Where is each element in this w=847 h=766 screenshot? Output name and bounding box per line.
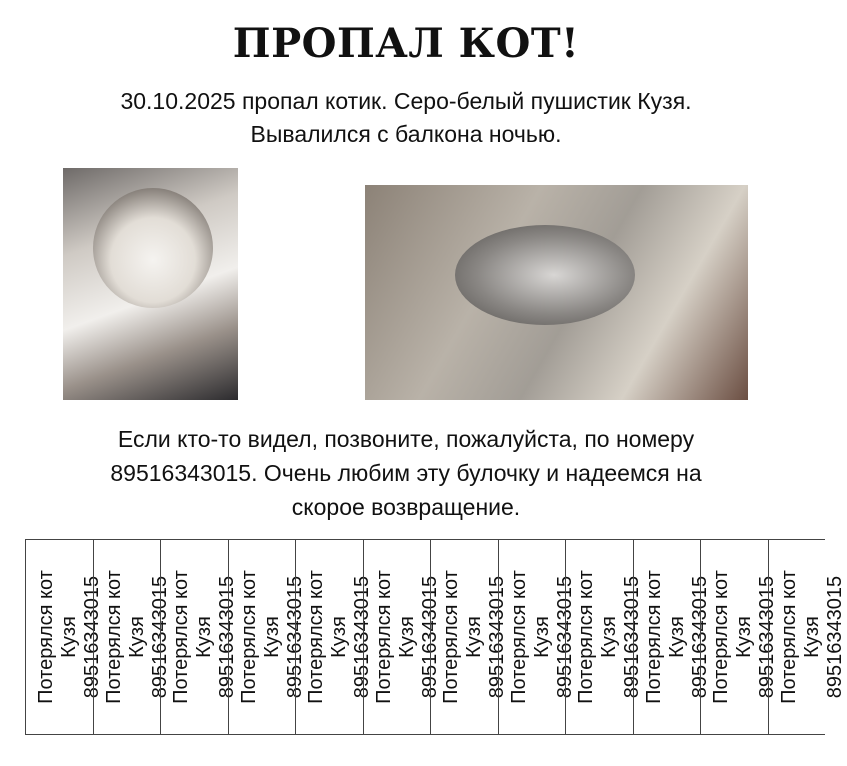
strip-text <box>26 540 103 734</box>
tear-off-strip <box>363 540 441 734</box>
strip-line: Кузя <box>800 616 823 658</box>
strip-line: Потерялся кот <box>440 570 462 704</box>
strip-text <box>296 540 373 734</box>
tear-off-strip <box>700 540 778 734</box>
strip-line: 89516343015 <box>216 575 238 699</box>
strip-line: Потерялся кот <box>642 570 665 704</box>
strip-line: Потерялся кот <box>170 570 192 704</box>
tear-off-strip <box>228 540 306 734</box>
strip-line: 89516343015 <box>81 575 103 699</box>
strip-line: 89516343015 <box>823 575 846 699</box>
strip-line: Потерялся кот <box>305 570 327 704</box>
strip-line: Потерялся кот <box>507 570 530 704</box>
cat-figure <box>455 225 635 325</box>
strip-line: Потерялся кот <box>237 570 260 704</box>
strip-line: Кузя <box>328 616 350 658</box>
contact-line: 89516343015. Очень любим эту булочку и надеемся на <box>110 460 702 486</box>
strip-text <box>94 540 171 734</box>
strip-line: Потерялся кот <box>35 570 57 704</box>
strip-text <box>566 540 643 734</box>
strip-text <box>634 540 711 734</box>
tear-off-strip <box>430 540 508 734</box>
contact-text <box>0 422 812 524</box>
tear-off-strip <box>768 540 846 734</box>
strip-line: 89516343015 <box>351 575 373 699</box>
strip-line: Потерялся кот <box>777 570 800 704</box>
strip-line: Кузя <box>463 616 485 658</box>
strip-line: Кузя <box>395 616 418 658</box>
strip-text <box>499 540 576 734</box>
strip-line: Кузя <box>260 616 283 658</box>
intro-text <box>0 85 812 151</box>
intro-line: 30.10.2025 пропал котик. Серо-белый пушистик Кузя. <box>120 88 692 114</box>
strip-line: Кузя <box>598 616 620 658</box>
strip-line: Потерялся кот <box>102 570 125 704</box>
strip-line: 89516343015 <box>553 575 576 699</box>
strip-line: Потерялся кот <box>575 570 597 704</box>
tear-off-strip <box>565 540 643 734</box>
tear-off-strip <box>93 540 171 734</box>
cat-photo-portrait <box>63 168 238 400</box>
strip-line: Потерялся кот <box>372 570 395 704</box>
tear-off-strip <box>498 540 576 734</box>
tear-off-strip <box>25 540 103 734</box>
strip-line: Потерялся кот <box>710 570 732 704</box>
strip-line: 89516343015 <box>486 575 508 699</box>
tear-off-strips <box>25 539 846 735</box>
strip-line: Кузя <box>58 616 80 658</box>
contact-line: скорое возвращение. <box>291 494 521 520</box>
strip-text <box>229 540 306 734</box>
strip-text <box>431 540 508 734</box>
strip-line: 89516343015 <box>283 575 306 699</box>
intro-line: Вывалился с балкона ночью. <box>250 121 562 147</box>
tear-off-strip <box>160 540 238 734</box>
strip-line: Кузя <box>193 616 215 658</box>
tear-off-strip <box>633 540 711 734</box>
strip-line: 89516343015 <box>418 575 441 699</box>
strip-text <box>364 540 441 734</box>
contact-line: Если кто-то видел, позвоните, пожалуйста, по номеру <box>117 426 695 452</box>
strip-line: 89516343015 <box>148 575 171 699</box>
strip-line: Кузя <box>665 616 688 658</box>
strip-text <box>701 540 778 734</box>
strip-line: Кузя <box>733 616 755 658</box>
cat-photo-sleeping <box>365 185 748 400</box>
strip-text <box>769 540 846 734</box>
strip-line: 89516343015 <box>621 575 643 699</box>
strip-text <box>161 540 238 734</box>
cat-figure <box>93 188 213 308</box>
strip-line: 89516343015 <box>756 575 778 699</box>
strip-line: Кузя <box>530 616 553 658</box>
poster-title: ПРОПАЛ КОТ! <box>232 20 580 67</box>
strip-line: Кузя <box>125 616 148 658</box>
strip-line: 89516343015 <box>688 575 711 699</box>
tear-off-strip <box>295 540 373 734</box>
